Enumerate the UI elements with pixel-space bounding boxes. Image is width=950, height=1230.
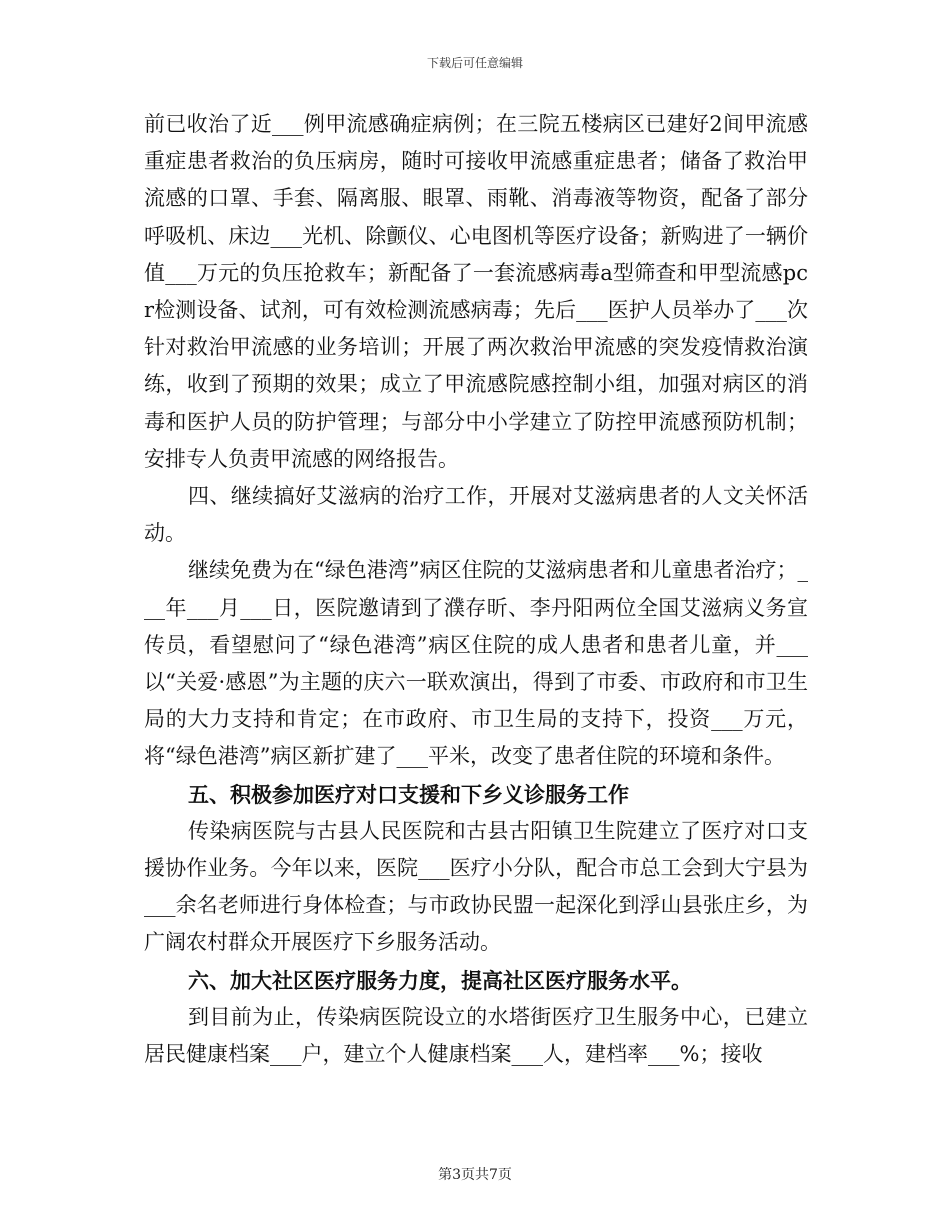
- paragraph-flu-preparation: 前已收治了近___例甲流感确症病例；在三院五楼病区已建好2间甲流感重症患者救治的负压病房，随时可接收甲流感重症患者；储备了救治甲流感的口罩、手套、隔离服、眼罩、雨靴、消毒液等物资，配备了部分呼吸机、床边___光机、除颤仪、心电图机等医疗设备；新购进了一辆价值___万元的负压抢救车；新配备了一套流感病毒a型筛查和甲型流感pcr检测设备、试剂，可有效检测流感病毒；先后___医护人员举办了___次针对救治甲流感的业务培训；开展了两次救治甲流感的突发疫情救治演练，收到了预期的效果；成立了甲流感院感控制小组，加强对病区的消毒和医护人员的防护管理；与部分中小学建立了防控甲流感预防机制；安排专人负责甲流感的网络报告。: [144, 112, 808, 471]
- document-body: [144, 106, 808, 1073]
- page-header: 下载后可任意编辑: [426, 56, 523, 70]
- section-heading-community-service: 六、加大社区医疗服务力度，提高社区医疗服务水平。: [188, 967, 692, 993]
- paragraph-medical-support: 传染病医院与古县人民医院和古县古阳镇卫生院建立了医疗对口支援协作业务。今年以来，医院___医疗小分队，配合市总工会到大宁县为___余名老师进行身体检查；与市政协民盟一起深化到浮山县张庄乡，为广阔农村群众开展医疗下乡服务活动。: [144, 818, 808, 955]
- paragraph-community-service: 到目前为止，传染病医院设立的水塔街医疗卫生服务中心，已建立居民健康档案___户，建立个人健康档案___人，建档率___%；接收: [144, 1004, 808, 1067]
- section-heading-medical-support: 五、积极参加医疗对口支援和下乡义诊服务工作: [188, 781, 629, 807]
- paragraph-aids-care: 继续免费为在“绿色港湾”病区住院的艾滋病患者和儿童患者治疗；___年___月___日，医院邀请到了濮存昕、李丹阳两位全国艾滋病义务宣传员，看望慰问了“绿色港湾”病区住院的成人患者和患者儿童，并___以“关爱·感恩”为主题的庆六一联欢演出，得到了市委、市政府和市卫生局的大力支持和肯定；在市政府、市卫生局的支持下，投资___万元，将“绿色港湾”病区新扩建了___平米，改变了患者住院的环境和条件。: [144, 558, 808, 769]
- page-footer: 第3页共7页: [438, 1167, 512, 1183]
- section-heading-aids-treatment: 四、继续搞好艾滋病的治疗工作，开展对艾滋病患者的人文关怀活动。: [144, 484, 808, 546]
